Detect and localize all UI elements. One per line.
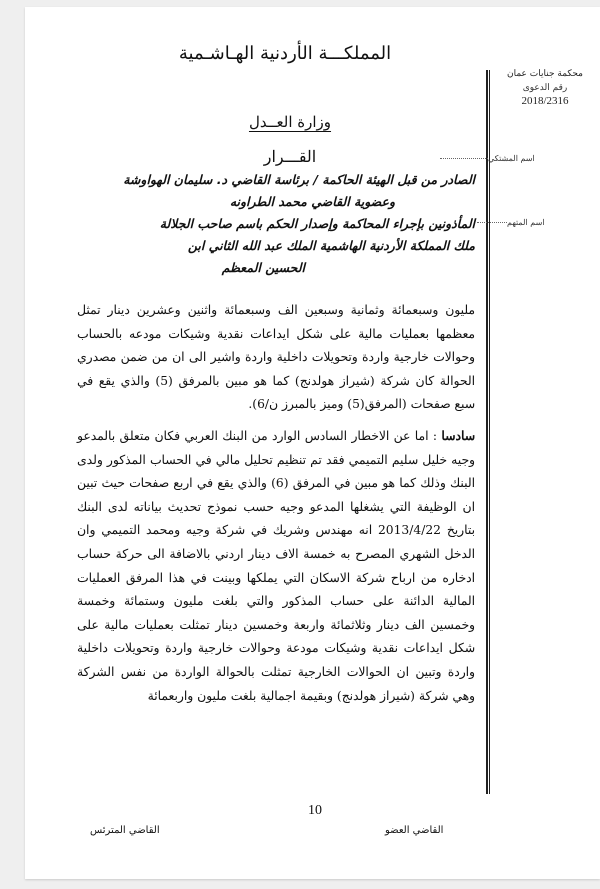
decree-line: المأذونين بإجراء المحاكمة وإصدار الحكم باسم صاحب الجلالة	[159, 216, 475, 231]
complainant-field	[440, 154, 535, 163]
member-judge-signature: القاضي العضو	[385, 825, 444, 836]
document-body	[77, 299, 475, 715]
complainant-label: اسم المشتكي	[488, 154, 535, 163]
decree-line: الصادر من قبل الهيئة الحاكمة / برئاسة القاضي د. سليمان الهواوشة	[123, 172, 475, 187]
margin-double-rule	[486, 70, 490, 794]
decree-line: وعضوية القاضي محمد الطراونه	[229, 194, 395, 209]
case-number: 2018/2316	[521, 95, 569, 107]
defendant-blank-line	[477, 222, 507, 223]
case-info-column	[493, 69, 597, 107]
section-lead: سادسا	[441, 427, 475, 443]
complainant-blank-line	[440, 158, 488, 159]
ministry-title: وزارة العــدل	[248, 113, 332, 131]
presiding-judge-signature: القاضي المترئس	[90, 825, 160, 836]
decree-line: ملك المملكة الأردنية الهاشمية الملك عبد الله الثاني ابن	[187, 238, 475, 253]
paragraph-text: : اما عن الاخطار السادس الوارد من البنك العربي فكان متعلق بالمدعو وجيه خليل سليم التميمي فقد تم تنظيم تحليل مالي في الحساب المذكور ولدى البنك وذلك كما هو مبين في المرفق (6) والذي يقع في اربع صفحات حيث تبين ان الوظيفة التي يشغلها المدعو وجيه حسب نموذج تحديث بياناته لدى البنك بتاريخ 2013/4/22 انه مهندس وشريك في شركة وجيه ومحمد التميمي وان الدخل الشهري المصرح به خمسة الاف دينار اردني بالاضافة الى حركة حساب ادخاره من ارباح شركة الاسكان التي يملكها وبينت في هذا المرفق العمليات المالية الدائنة على حساب المذكور والتي بلغت مليون وستمائة وخمسة وخمسين الف دينار وثلاثمائة واربعة وخمسين دينار تمثلت بعمليات مالية على شكل ايداعات نقدية وشيكات مودعة وحوالات خارجية واردة وتحويلات داخلية واردة وتبين ان الحوالات الخارجية تمثلت بالحوالة الواردة من نفس الشركة وهي شركة (شيراز هولدنج) وبقيمة اجمالية بلغت مليون واربعمائة	[77, 428, 476, 703]
paragraph-text: مليون وسبعمائة وثمانية وسبعين الف وسبعمائة واثنين وعشرين دينار تمثل معظمها بعمليات مالية على شكل ايداعات نقدية وشيكات مودعه بالحساب وحوالات خارجية واردة وتحويلات داخلية واردة واشير الى ان من ضمن مصدري الحوالة كان شركة (شيراز هولدنج) كما هو مبين بالمرفق (5) والذي يقع في سبع صفحات (المرفق(5) وميز بالمبرز ن/6).	[77, 303, 475, 412]
decree-header	[80, 169, 475, 279]
court-name: محكمة جنايات عمان	[506, 69, 584, 79]
defendant-field	[477, 218, 545, 227]
decision-title: القـــرار	[263, 147, 317, 166]
body-paragraph	[77, 424, 475, 708]
defendant-label: اسم المتهم	[507, 218, 545, 227]
decree-line: الحسين المعظم	[221, 260, 305, 275]
body-paragraph	[77, 299, 475, 417]
kingdom-title: المملكـــة الأردنية الهـاشـمية	[178, 43, 392, 64]
document-page	[25, 7, 600, 879]
case-number-label: رقم الدعوى	[522, 83, 568, 93]
page-number: 10	[308, 803, 322, 818]
